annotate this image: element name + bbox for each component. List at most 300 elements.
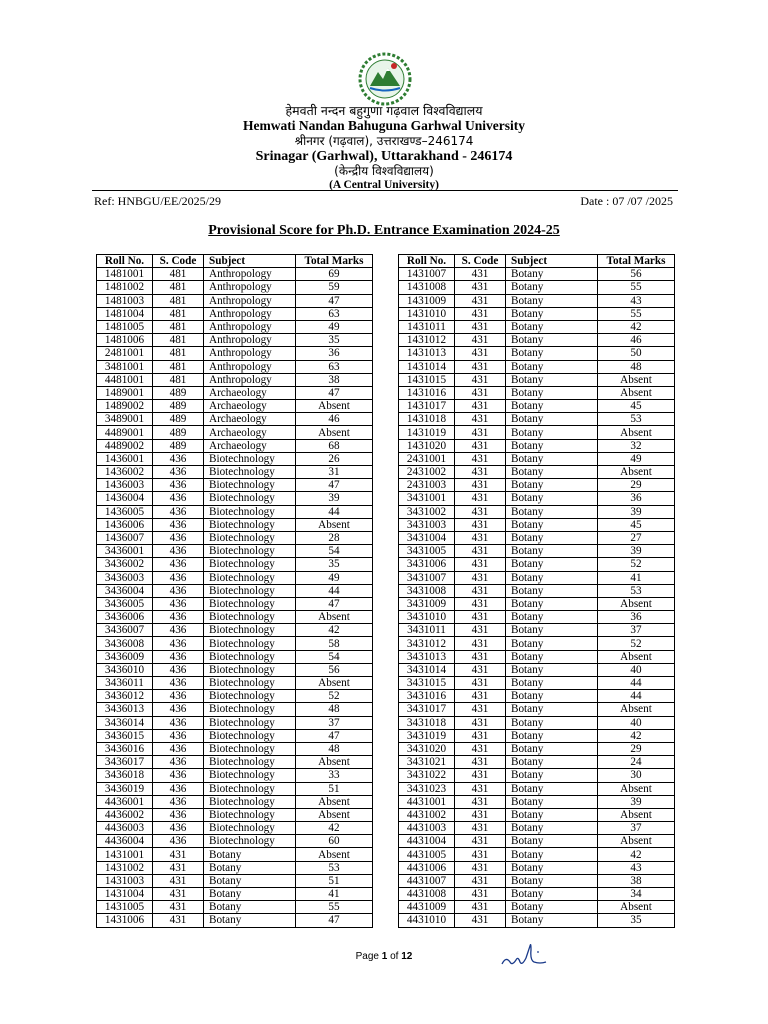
total-marks-cell: Absent [598, 782, 675, 795]
subject-code-cell: 436 [153, 677, 204, 690]
table-row [97, 426, 373, 439]
roll-no-cell: 3431006 [399, 558, 455, 571]
subject-cell: Archaeology [204, 400, 296, 413]
subject-cell: Biotechnology [204, 492, 296, 505]
subject-cell: Anthropology [204, 307, 296, 320]
table-row [97, 808, 373, 821]
subject-cell: Anthropology [204, 347, 296, 360]
total-marks-cell: 53 [598, 413, 675, 426]
total-marks-cell: Absent [598, 597, 675, 610]
subject-code-cell: 481 [153, 268, 204, 281]
total-marks-cell: 38 [296, 373, 373, 386]
subject-cell: Botany [506, 320, 598, 333]
total-marks-cell: 47 [296, 597, 373, 610]
total-marks-cell: 26 [296, 452, 373, 465]
table-row [97, 835, 373, 848]
total-marks-cell: 45 [598, 400, 675, 413]
table-row [97, 400, 373, 413]
subject-code-cell: 431 [455, 426, 506, 439]
roll-no-cell: 1436006 [97, 518, 153, 531]
table-row [399, 782, 675, 795]
total-marks-cell: 58 [296, 637, 373, 650]
score-table-left [96, 254, 373, 928]
subject-code-cell: 431 [455, 663, 506, 676]
total-marks-cell: 49 [296, 571, 373, 584]
subject-code-cell: 431 [153, 888, 204, 901]
total-marks-cell: 55 [598, 281, 675, 294]
roll-no-cell: 3431002 [399, 505, 455, 518]
subject-code-cell: 436 [153, 584, 204, 597]
roll-no-cell: 4431008 [399, 888, 455, 901]
reference-number: Ref: HNBGU/EE/2025/29 [94, 194, 221, 208]
subject-cell: Botany [506, 492, 598, 505]
total-marks-cell: 52 [598, 558, 675, 571]
total-marks-cell: 63 [296, 360, 373, 373]
table-row [399, 268, 675, 281]
table-row [97, 690, 373, 703]
roll-no-cell: 1431019 [399, 426, 455, 439]
table-row [399, 624, 675, 637]
total-marks-cell: 55 [296, 901, 373, 914]
table-row [399, 756, 675, 769]
table-row [97, 334, 373, 347]
roll-no-cell: 3436002 [97, 558, 153, 571]
subject-cell: Botany [506, 874, 598, 887]
subject-cell: Botany [506, 611, 598, 624]
total-marks-cell: 46 [598, 334, 675, 347]
subject-cell: Biotechnology [204, 690, 296, 703]
subject-code-cell: 431 [153, 874, 204, 887]
total-marks-cell: 56 [598, 268, 675, 281]
roll-no-cell: 4431010 [399, 914, 455, 927]
table-row [399, 795, 675, 808]
table-row [399, 729, 675, 742]
roll-no-cell: 4481001 [97, 373, 153, 386]
total-marks-cell: 38 [598, 874, 675, 887]
roll-no-cell: 1431006 [97, 914, 153, 927]
subject-cell: Biotechnology [204, 663, 296, 676]
total-marks-cell: 44 [296, 505, 373, 518]
total-marks-cell: 35 [296, 558, 373, 571]
total-marks-cell: 51 [296, 782, 373, 795]
subject-cell: Botany [506, 650, 598, 663]
header-subject-code: S. Code [153, 255, 204, 268]
subject-code-cell: 481 [153, 360, 204, 373]
subject-code-cell: 436 [153, 571, 204, 584]
total-marks-cell: 34 [598, 888, 675, 901]
roll-no-cell: 1431014 [399, 360, 455, 373]
roll-no-cell: 1481003 [97, 294, 153, 307]
subject-cell: Biotechnology [204, 531, 296, 544]
subject-code-cell: 431 [455, 677, 506, 690]
roll-no-cell: 1481002 [97, 281, 153, 294]
subject-cell: Botany [506, 729, 598, 742]
roll-no-cell: 4431002 [399, 808, 455, 821]
subject-code-cell: 436 [153, 650, 204, 663]
subject-code-cell: 431 [455, 545, 506, 558]
subject-cell: Botany [506, 597, 598, 610]
table-row [97, 479, 373, 492]
subject-cell: Biotechnology [204, 584, 296, 597]
total-marks-cell: 35 [598, 914, 675, 927]
table-row [97, 901, 373, 914]
table-row [399, 452, 675, 465]
subject-cell: Botany [506, 386, 598, 399]
total-marks-cell: 52 [598, 637, 675, 650]
table-row [399, 914, 675, 927]
subject-code-cell: 436 [153, 479, 204, 492]
total-marks-cell: 68 [296, 439, 373, 452]
subject-code-cell: 436 [153, 611, 204, 624]
roll-no-cell: 1436003 [97, 479, 153, 492]
roll-no-cell: 1436002 [97, 466, 153, 479]
subject-code-cell: 436 [153, 466, 204, 479]
subject-code-cell: 431 [455, 334, 506, 347]
table-row [399, 690, 675, 703]
table-row [97, 597, 373, 610]
status-english: (A Central University) [329, 178, 439, 191]
subject-code-cell: 481 [153, 373, 204, 386]
subject-code-cell: 431 [455, 611, 506, 624]
total-marks-cell: 43 [598, 294, 675, 307]
subject-cell: Biotechnology [204, 677, 296, 690]
subject-code-cell: 431 [455, 492, 506, 505]
table-row [97, 742, 373, 755]
table-row [399, 769, 675, 782]
subject-cell: Botany [506, 545, 598, 558]
total-marks-cell: 39 [598, 795, 675, 808]
table-row [97, 518, 373, 531]
subject-code-cell: 436 [153, 492, 204, 505]
roll-no-cell: 4431006 [399, 861, 455, 874]
subject-cell: Biotechnology [204, 466, 296, 479]
total-marks-cell: 48 [296, 703, 373, 716]
subject-code-cell: 431 [455, 901, 506, 914]
roll-no-cell: 1436001 [97, 452, 153, 465]
roll-no-cell: 1489002 [97, 400, 153, 413]
table-row [97, 914, 373, 927]
subject-code-cell: 431 [455, 597, 506, 610]
subject-code-cell: 489 [153, 426, 204, 439]
subject-cell: Botany [204, 901, 296, 914]
roll-no-cell: 3431023 [399, 782, 455, 795]
subject-cell: Botany [506, 571, 598, 584]
subject-code-cell: 431 [455, 347, 506, 360]
roll-no-cell: 4489002 [97, 439, 153, 452]
total-marks-cell: Absent [296, 518, 373, 531]
subject-code-cell: 431 [455, 466, 506, 479]
subject-cell: Anthropology [204, 373, 296, 386]
status-hindi: (केन्द्रीय विश्वविद्यालय) [334, 163, 434, 178]
subject-code-cell: 431 [455, 756, 506, 769]
roll-no-cell: 3436010 [97, 663, 153, 676]
roll-no-cell: 3436005 [97, 597, 153, 610]
table-row [97, 347, 373, 360]
roll-no-cell: 3436012 [97, 690, 153, 703]
total-marks-cell: 42 [296, 822, 373, 835]
subject-cell: Botany [506, 861, 598, 874]
total-marks-cell: 51 [296, 874, 373, 887]
subject-code-cell: 436 [153, 637, 204, 650]
total-marks-cell: 36 [598, 492, 675, 505]
subject-code-cell: 431 [455, 452, 506, 465]
total-marks-cell: 46 [296, 413, 373, 426]
table-row [97, 320, 373, 333]
total-marks-cell: 39 [296, 492, 373, 505]
subject-code-cell: 436 [153, 756, 204, 769]
total-marks-cell: 40 [598, 716, 675, 729]
subject-cell: Archaeology [204, 386, 296, 399]
document-date: Date : 07 /07 /2025 [580, 194, 673, 208]
subject-cell: Biotechnology [204, 782, 296, 795]
subject-cell: Biotechnology [204, 505, 296, 518]
roll-no-cell: 1481004 [97, 307, 153, 320]
subject-cell: Biotechnology [204, 822, 296, 835]
roll-no-cell: 1489001 [97, 386, 153, 399]
subject-cell: Biotechnology [204, 835, 296, 848]
table-row [97, 268, 373, 281]
subject-code-cell: 436 [153, 742, 204, 755]
subject-code-cell: 436 [153, 808, 204, 821]
subject-cell: Archaeology [204, 426, 296, 439]
page-number: 1 [381, 951, 388, 962]
roll-no-cell: 3436018 [97, 769, 153, 782]
subject-cell: Botany [506, 677, 598, 690]
roll-no-cell: 2431002 [399, 466, 455, 479]
roll-no-cell: 3431008 [399, 584, 455, 597]
subject-code-cell: 436 [153, 835, 204, 848]
subject-code-cell: 436 [153, 624, 204, 637]
table-row [399, 531, 675, 544]
roll-no-cell: 3436009 [97, 650, 153, 663]
subject-code-cell: 431 [455, 888, 506, 901]
subject-cell: Botany [506, 505, 598, 518]
table-row [97, 874, 373, 887]
total-marks-cell: 42 [598, 848, 675, 861]
letterhead [0, 104, 768, 192]
subject-code-cell: 481 [153, 294, 204, 307]
roll-no-cell: 3436016 [97, 742, 153, 755]
subject-code-cell: 436 [153, 716, 204, 729]
roll-no-cell: 4436002 [97, 808, 153, 821]
roll-no-cell: 3436013 [97, 703, 153, 716]
table-row [97, 492, 373, 505]
table-row [399, 650, 675, 663]
subject-code-cell: 436 [153, 663, 204, 676]
subject-cell: Anthropology [204, 360, 296, 373]
subject-cell: Botany [506, 360, 598, 373]
roll-no-cell: 3436015 [97, 729, 153, 742]
subject-cell: Biotechnology [204, 756, 296, 769]
table-row [399, 835, 675, 848]
total-marks-cell: Absent [296, 426, 373, 439]
total-marks-cell: Absent [598, 703, 675, 716]
university-name-hindi: हेमवती नन्दन बहुगुणा गढ़वाल विश्वविद्यालय [285, 103, 483, 118]
table-row [399, 320, 675, 333]
subject-code-cell: 481 [153, 281, 204, 294]
subject-code-cell: 436 [153, 729, 204, 742]
subject-cell: Botany [204, 861, 296, 874]
subject-cell: Botany [506, 848, 598, 861]
subject-code-cell: 431 [455, 914, 506, 927]
total-marks-cell: 60 [296, 835, 373, 848]
total-marks-cell: 29 [598, 742, 675, 755]
subject-code-cell: 431 [455, 281, 506, 294]
total-marks-cell: Absent [296, 611, 373, 624]
subject-code-cell: 431 [455, 769, 506, 782]
subject-code-cell: 431 [455, 479, 506, 492]
roll-no-cell: 3431017 [399, 703, 455, 716]
table-row [399, 466, 675, 479]
table-row [399, 400, 675, 413]
total-marks-cell: 28 [296, 531, 373, 544]
subject-code-cell: 431 [455, 518, 506, 531]
subject-cell: Botany [506, 663, 598, 676]
table-row [97, 663, 373, 676]
subject-cell: Biotechnology [204, 742, 296, 755]
total-marks-cell: 42 [598, 320, 675, 333]
subject-cell: Botany [506, 914, 598, 927]
table-row [97, 703, 373, 716]
roll-no-cell: 3431018 [399, 716, 455, 729]
subject-cell: Biotechnology [204, 703, 296, 716]
total-marks-cell: 32 [598, 439, 675, 452]
table-row [97, 677, 373, 690]
table-row [97, 360, 373, 373]
table-row [399, 888, 675, 901]
subject-code-cell: 431 [455, 861, 506, 874]
subject-code-cell: 431 [455, 835, 506, 848]
subject-code-cell: 431 [455, 400, 506, 413]
subject-cell: Botany [506, 808, 598, 821]
subject-cell: Biotechnology [204, 479, 296, 492]
table-row [399, 822, 675, 835]
roll-no-cell: 3431022 [399, 769, 455, 782]
university-logo [358, 52, 412, 106]
subject-code-cell: 431 [455, 307, 506, 320]
roll-no-cell: 1481001 [97, 268, 153, 281]
total-marks-cell: Absent [296, 848, 373, 861]
total-marks-cell: Absent [296, 808, 373, 821]
total-marks-cell: 49 [598, 452, 675, 465]
total-marks-cell: 47 [296, 914, 373, 927]
roll-no-cell: 1431008 [399, 281, 455, 294]
header-roll-no: Roll No. [399, 255, 455, 268]
roll-no-cell: 1431009 [399, 294, 455, 307]
subject-code-cell: 431 [455, 584, 506, 597]
subject-cell: Biotechnology [204, 624, 296, 637]
subject-code-cell: 431 [455, 320, 506, 333]
subject-code-cell: 431 [455, 268, 506, 281]
table-row [97, 782, 373, 795]
total-marks-cell: Absent [598, 901, 675, 914]
table-row [399, 637, 675, 650]
subject-cell: Botany [506, 518, 598, 531]
total-marks-cell: 33 [296, 769, 373, 782]
table-row [97, 888, 373, 901]
roll-no-cell: 1431002 [97, 861, 153, 874]
table-row [399, 413, 675, 426]
table-row [399, 334, 675, 347]
subject-cell: Botany [204, 888, 296, 901]
subject-cell: Botany [506, 782, 598, 795]
header-subject: Subject [204, 255, 296, 268]
roll-no-cell: 3436014 [97, 716, 153, 729]
table-row [399, 584, 675, 597]
total-marks-cell: Absent [296, 795, 373, 808]
subject-code-cell: 431 [455, 637, 506, 650]
table-row [97, 650, 373, 663]
header-roll-no: Roll No. [97, 255, 153, 268]
total-marks-cell: Absent [296, 677, 373, 690]
total-marks-cell: Absent [296, 756, 373, 769]
total-marks-cell: 43 [598, 861, 675, 874]
page-total: 12 [401, 951, 413, 962]
total-marks-cell: 53 [296, 861, 373, 874]
subject-cell: Botany [506, 400, 598, 413]
subject-cell: Biotechnology [204, 558, 296, 571]
total-marks-cell: 47 [296, 386, 373, 399]
roll-no-cell: 1431005 [97, 901, 153, 914]
roll-no-cell: 4431005 [399, 848, 455, 861]
subject-code-cell: 489 [153, 439, 204, 452]
score-table-right [398, 254, 675, 928]
header-total-marks: Total Marks [296, 255, 373, 268]
roll-no-cell: 3489001 [97, 413, 153, 426]
roll-no-cell: 3431016 [399, 690, 455, 703]
table-row [97, 637, 373, 650]
total-marks-cell: 47 [296, 729, 373, 742]
table-row [399, 492, 675, 505]
subject-code-cell: 436 [153, 822, 204, 835]
table-row [97, 373, 373, 386]
subject-cell: Anthropology [204, 268, 296, 281]
subject-cell: Botany [506, 281, 598, 294]
roll-no-cell: 1431017 [399, 400, 455, 413]
subject-code-cell: 436 [153, 690, 204, 703]
total-marks-cell: 36 [598, 611, 675, 624]
roll-no-cell: 3431009 [399, 597, 455, 610]
roll-no-cell: 4431004 [399, 835, 455, 848]
table-row [399, 439, 675, 452]
subject-code-cell: 431 [455, 742, 506, 755]
roll-no-cell: 1431001 [97, 848, 153, 861]
subject-cell: Anthropology [204, 320, 296, 333]
total-marks-cell: Absent [598, 466, 675, 479]
table-row [97, 466, 373, 479]
subject-cell: Biotechnology [204, 637, 296, 650]
total-marks-cell: 59 [296, 281, 373, 294]
header-subject: Subject [506, 255, 598, 268]
subject-cell: Biotechnology [204, 650, 296, 663]
total-marks-cell: 42 [598, 729, 675, 742]
total-marks-cell: Absent [598, 426, 675, 439]
roll-no-cell: 3431005 [399, 545, 455, 558]
subject-cell: Botany [506, 268, 598, 281]
roll-no-cell: 3431003 [399, 518, 455, 531]
roll-no-cell: 1431010 [399, 307, 455, 320]
total-marks-cell: 31 [296, 466, 373, 479]
table-row [399, 901, 675, 914]
total-marks-cell: 52 [296, 690, 373, 703]
table-row [97, 795, 373, 808]
subject-cell: Botany [506, 413, 598, 426]
subject-cell: Anthropology [204, 294, 296, 307]
subject-code-cell: 481 [153, 320, 204, 333]
table-row [399, 571, 675, 584]
subject-code-cell: 431 [455, 848, 506, 861]
subject-code-cell: 431 [455, 386, 506, 399]
